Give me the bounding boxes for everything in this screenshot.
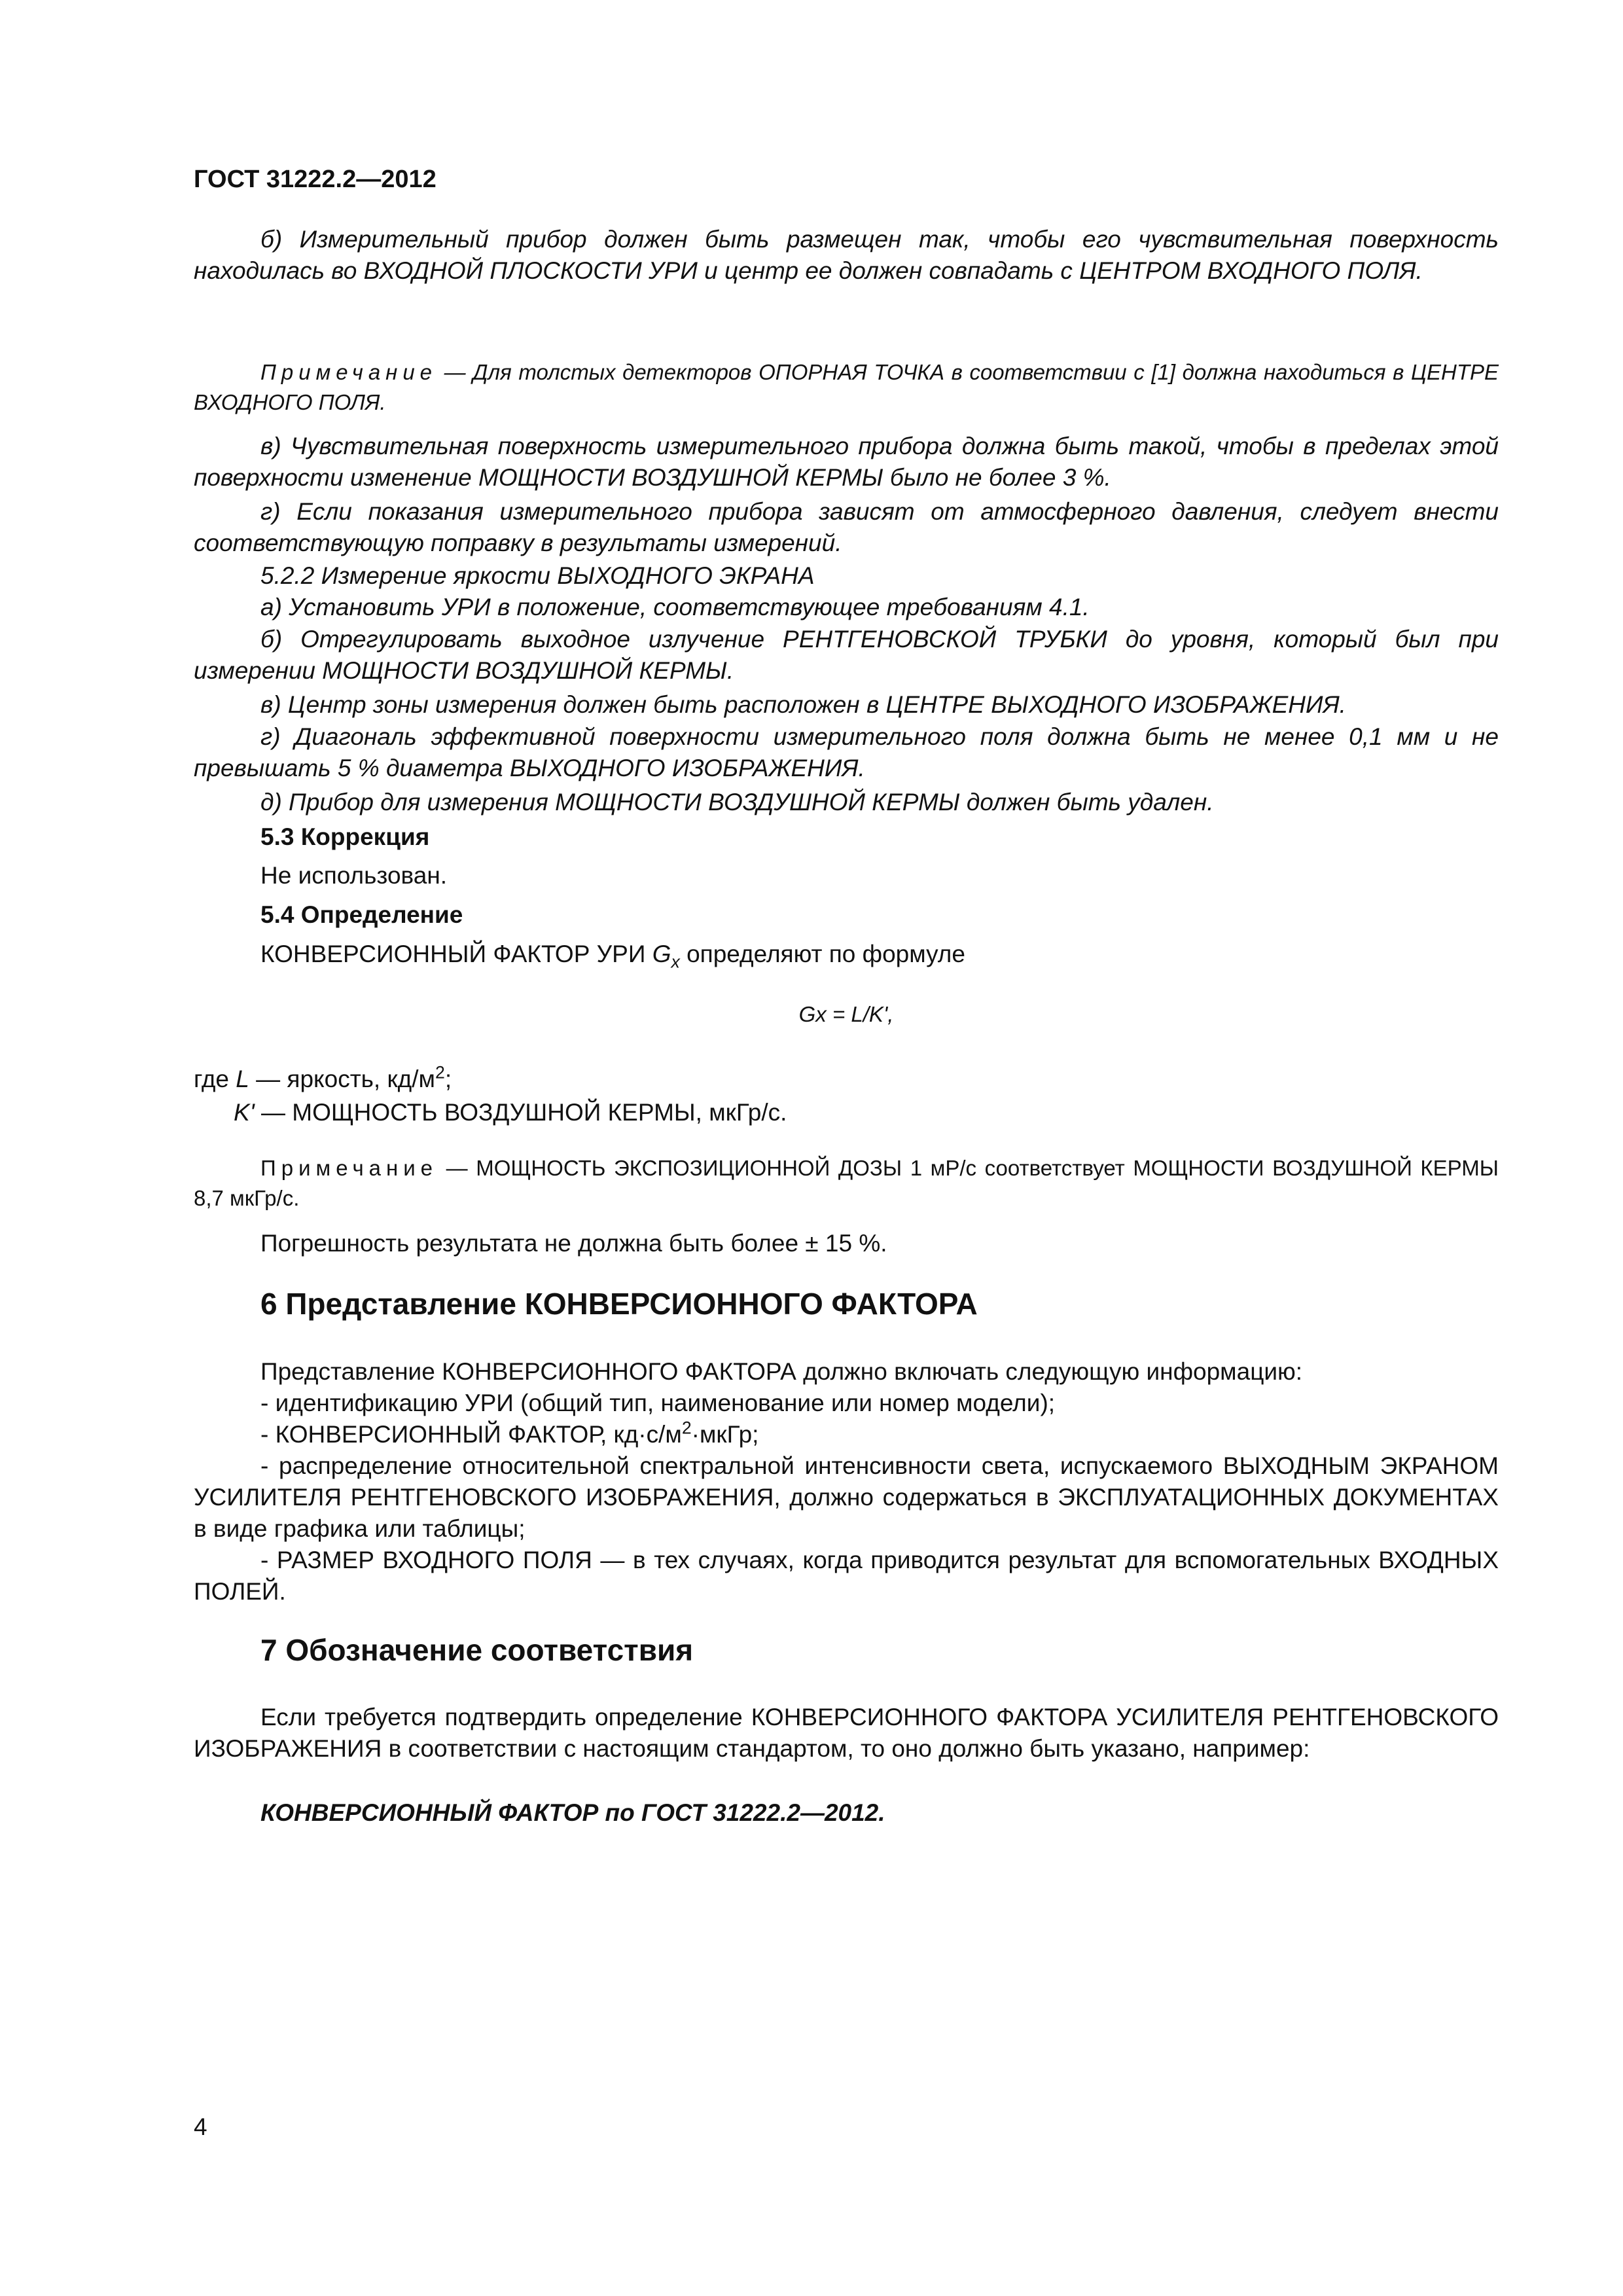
where-word: где <box>194 1066 236 1092</box>
variable-l-sup: 2 <box>435 1062 445 1083</box>
variable-l: L <box>236 1066 249 1092</box>
variable-l-text: — яркость, кд/м <box>249 1066 435 1092</box>
variable-k-text: — МОЩНОСТЬ ВОЗДУШНОЙ КЕРМЫ, мкГр/с. <box>254 1099 787 1126</box>
paragraph-5-2-2-g: г) Диагональ эффективной поверхности измерительного поля должна быть не менее 0,1 мм и не превышать 5 % диаметра ВЫХОДНОГО ИЗОБРАЖЕНИЯ. <box>194 723 1499 781</box>
paragraph-5-2-2-b: б) Отрегулировать выходное излучение РЕНТГЕНОВСКОЙ ТРУБКИ до уровня, который был при измерении МОЩНОСТИ ВОЗДУШНОЙ КЕРМЫ. <box>194 626 1499 684</box>
where-line-k <box>234 1097 1499 1128</box>
paragraph-5-2-1-v: в) Чувствительная поверхность измерительного прибора должна быть такой, чтобы в пределах этой поверхности изменение МОЩНОСТИ ВОЗДУШНОЙ КЕРМЫ было не более 3 %. <box>194 433 1499 491</box>
item-2-text-end: ·мкГр; <box>691 1421 759 1448</box>
subsection-5-2-2-title: 5.2.2 Измерение яркости ВЫХОДНОГО ЭКРАНА <box>260 562 815 589</box>
variable-l-end: ; <box>444 1066 452 1092</box>
subsection-5-3-text: Не использован. <box>260 862 448 889</box>
note-text: — МОЩНОСТЬ ЭКСПОЗИЦИОННОЙ ДОЗЫ 1 мР/с соответствует МОЩНОСТИ ВОЗДУШНОЙ КЕРМЫ 8,7 мкГр/с. <box>194 1156 1499 1210</box>
subsection-5-3-title: 5.3 Коррекция <box>260 823 430 850</box>
section-6-intro: Представление КОНВЕРСИОННОГО ФАКТОРА должно включать следующую информацию: <box>260 1358 1303 1385</box>
section-6-item-4: - РАЗМЕР ВХОДНОГО ПОЛЯ — в тех случаях, когда приводится результат для вспомогательных ВХОДНЫХ ПОЛЕЙ. <box>194 1547 1499 1605</box>
note-5-2-1 <box>194 357 1499 418</box>
symbol-g: G <box>652 941 671 967</box>
paragraph-5-2-2-d: д) Прибор для измерения МОЩНОСТИ ВОЗДУШНОЙ КЕРМЫ должен быть удален. <box>260 789 1214 816</box>
note-5-4 <box>194 1153 1499 1213</box>
section-7-title: 7 Обозначение соответствия <box>260 1633 694 1667</box>
paragraph-5-2-1-g: г) Если показания измерительного прибора зависят от атмосферного давления, следует внести соответствующую поправку в результаты измерений. <box>194 498 1499 556</box>
subsection-5-4-intro <box>194 939 1499 970</box>
variable-k: K' <box>234 1099 255 1126</box>
note-text: — Для толстых детекторов ОПОРНАЯ ТОЧКА в соответствии с [1] должна находиться в ЦЕНТРЕ ВХОДНОГО ПОЛЯ. <box>194 360 1499 414</box>
section-6-item-1: - идентификацию УРИ (общий тип, наименование или номер модели); <box>260 1390 1056 1416</box>
intro-text-end: определяют по формуле <box>679 941 965 967</box>
subsection-5-4-title: 5.4 Определение <box>260 901 463 928</box>
item-2-sup: 2 <box>681 1418 692 1438</box>
where-line-l <box>194 1064 1499 1095</box>
paragraph-5-2-2-v: в) Центр зоны измерения должен быть расположен в ЦЕНТРЕ ВЫХОДНОГО ИЗОБРАЖЕНИЯ. <box>260 691 1346 718</box>
paragraph-5-2-1-b: б) Измерительный прибор должен быть размещен так, чтобы его чувствительная поверхность находилась во ВХОДНОЙ ПЛОСКОСТИ УРИ и центр ее должен совпадать с ЦЕНТРОМ ВХОДНОГО ПОЛЯ. <box>194 226 1499 284</box>
page-number: 4 <box>194 2113 207 2140</box>
note-label: Примечание <box>260 360 438 384</box>
section-6-item-3: - распределение относительной спектральной интенсивности света, испускаемого ВЫХОДНЫМ ЭКРАНОМ УСИЛИТЕЛЯ РЕНТГЕНОВСКОГО ИЗОБРАЖЕНИЯ, должно содержаться в ЭКСПЛУАТАЦИОННЫХ ДОКУМЕНТАХ в виде графика или таблицы; <box>194 1452 1499 1542</box>
document-header: ГОСТ 31222.2—2012 <box>194 166 437 193</box>
section-6-item-2 <box>194 1419 1499 1450</box>
note-label: Примечание <box>260 1156 438 1180</box>
formula: Gx = L/K', <box>798 1002 894 1026</box>
section-7-text: Если требуется подтвердить определение КОНВЕРСИОННОГО ФАКТОРА УСИЛИТЕЛЯ РЕНТГЕНОВСКОГО ИЗОБРАЖЕНИЯ в соответствии с настоящим стандартом, то оно должно быть указано, например: <box>194 1704 1499 1762</box>
symbol-g-subscript: x <box>671 952 680 972</box>
paragraph-5-2-2-a: а) Установить УРИ в положение, соответствующее требованиям 4.1. <box>260 594 1090 620</box>
intro-text: КОНВЕРСИОННЫЙ ФАКТОР УРИ <box>260 941 652 967</box>
section-6-title: 6 Представление КОНВЕРСИОННОГО ФАКТОРА <box>260 1287 978 1321</box>
section-7-example: КОНВЕРСИОННЫЙ ФАКТОР по ГОСТ 31222.2—2012. <box>260 1799 885 1826</box>
item-2-text: - КОНВЕРСИОННЫЙ ФАКТОР, кд·с/м <box>260 1421 682 1448</box>
accuracy-paragraph: Погрешность результата не должна быть более ± 15 %. <box>260 1230 887 1257</box>
